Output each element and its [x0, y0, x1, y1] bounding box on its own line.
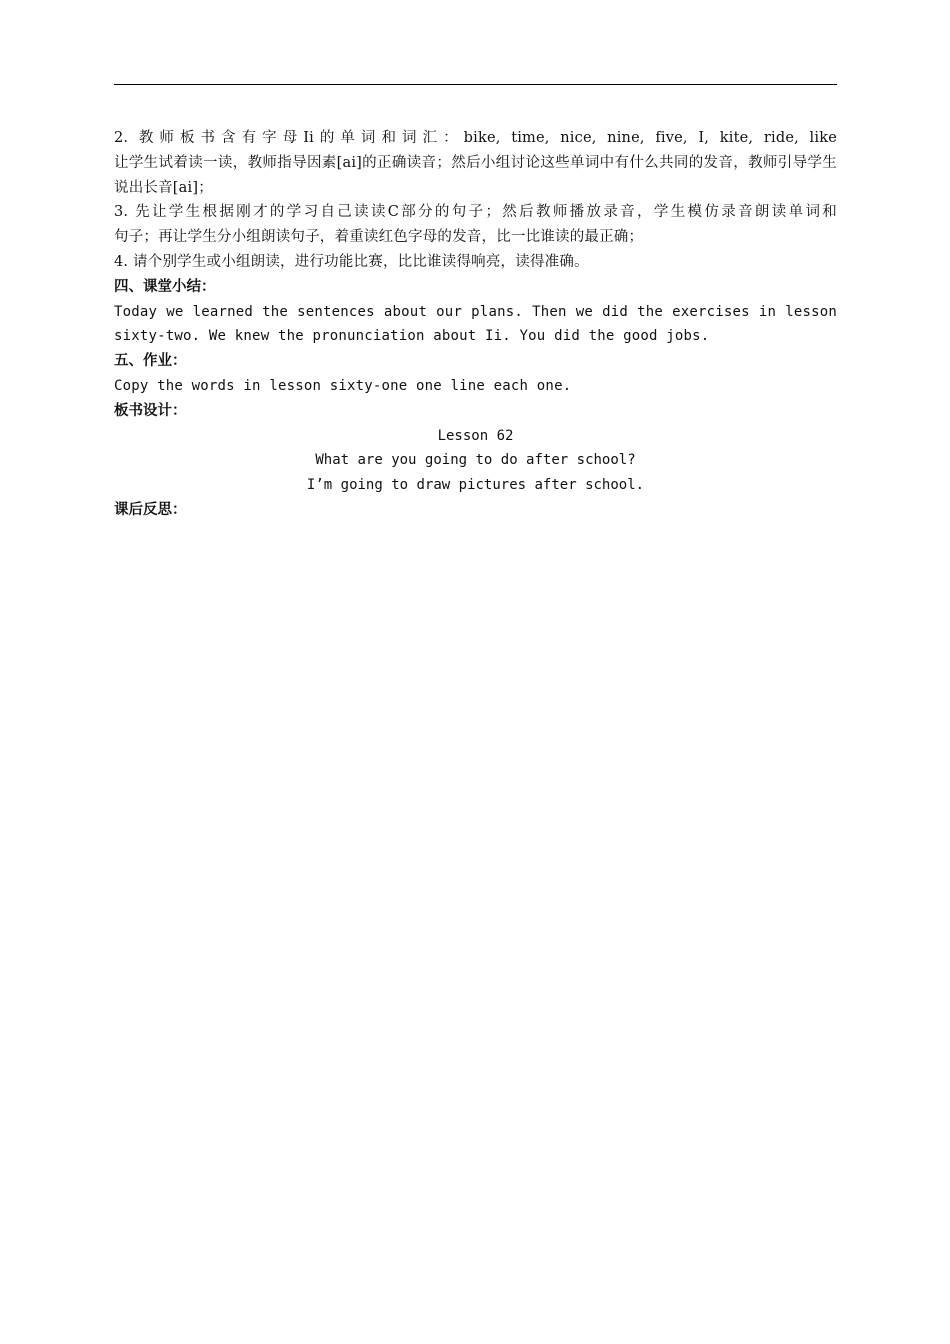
board-line-answer: I’m going to draw pictures after school.: [306, 477, 645, 494]
board-design-heading: 板书设计：: [114, 402, 187, 419]
summary-heading: 四、课堂小结：: [114, 278, 216, 295]
document-body: [114, 126, 837, 523]
step-2-line-1: 2. 教师板书含有字母Ii的单词和词汇：bike, time, nice, nine, five, I, kite, ride, like: [114, 130, 837, 146]
step-3-continuation: 句子；再让学生分小组朗读句子，着重读红色字母的发音，比一比谁读的最正确；: [114, 229, 644, 246]
homework-heading: 五、作业：: [114, 353, 187, 370]
reflection-heading: 课后反思：: [114, 501, 187, 518]
board-line-question: What are you going to do after school?: [315, 452, 636, 469]
homework-text: Copy the words in lesson sixty-one one line each one.: [114, 377, 572, 394]
step-3-line-1: 3. 先让学生根据刚才的学习自己读读C部分的句子；然后教师播放录音，学生模仿录音朗读单词和: [114, 204, 837, 221]
summary-line-2: sixty-two. We knew the pronunciation about Ii. You did the good jobs.: [114, 328, 710, 345]
summary-line-1: Today we learned the sentences about our plans. Then we did the exercises in lesson: [114, 303, 837, 320]
board-line-title: Lesson 62: [437, 427, 514, 444]
header-rule: [114, 84, 837, 85]
step-4: 4. 请个别学生或小组朗读，进行功能比赛，比比谁读得响亮，读得准确。: [114, 253, 589, 270]
step-2-continuation: 让学生试着读一读，教师指导因素[ai]的正确读音；然后小组讨论这些单词中有什么共同的发音，教师引导学生说出长音[ai]；: [114, 154, 837, 196]
